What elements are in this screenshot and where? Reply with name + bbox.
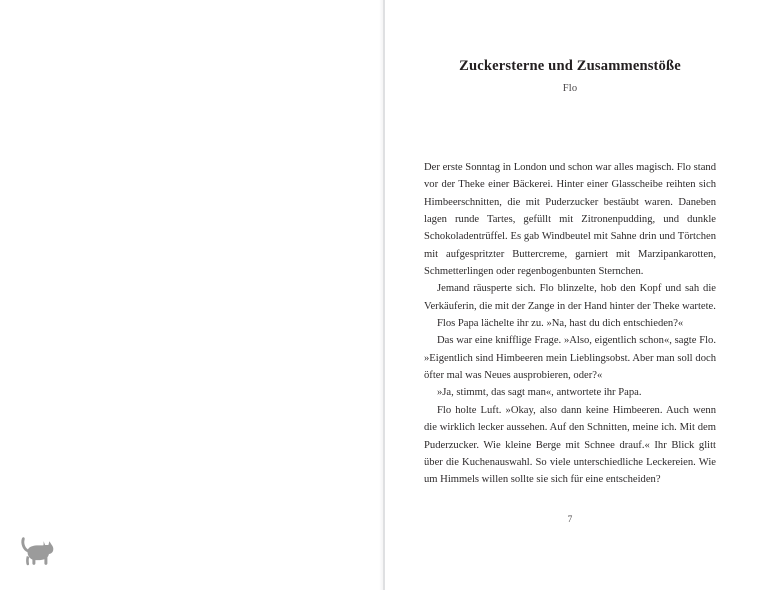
paragraph: Jemand räusperte sich. Flo blinzelte, hob den Kopf und sah die Verkäuferin, die mit der Zange in der Hand hinter der Theke wartete. — [424, 283, 716, 312]
paragraph: Der erste Sonntag in London und schon war alles magisch. Flo stand vor der Theke einer Bäckerei. Hinter einer Glasscheibe reihten sich Himbeerschnitten, die mit Puderzucker bestäubt waren. Daneben lagen runde Tartes, gefüllt mit Zitronenpudding, und dunkle Schokoladentrüffel. Es gab Windbeutel mit Sahne drin und Törtchen mit aufgespritzter Buttercreme, garniert mit Marzipankarotten, Schmetterlingen oder regenbogenbunten Sternchen. — [424, 162, 716, 278]
chapter-subtitle: Flo — [562, 83, 578, 94]
text-block — [424, 0, 716, 590]
cat-silhouette-icon — [14, 528, 60, 570]
body-copy — [424, 159, 716, 489]
paragraph: »Ja, stimmt, das sagt man«, antwortete ihr Papa. — [437, 387, 642, 399]
paragraph: Das war eine knifflige Frage. »Also, eigentlich schon«, sagte Flo. »Eigentlich sind Himbeeren mein Lieblingsobst. Aber man soll doch öfter mal was Neues ausprobieren, oder?« — [424, 335, 716, 382]
left-page — [0, 0, 383, 590]
right-page — [385, 0, 768, 590]
chapter-title: Zuckersterne und Zusammenstöße — [459, 57, 681, 74]
page-number: 7 — [567, 515, 573, 525]
paragraph: Flo holte Luft. »Okay, also dann keine Himbeeren. Auch wenn die wirklich lecker aussehen. Auf den Schnitten, meine ich. Mit dem Puderzucker. Wie kleine Berge mit Schnee drauf.« Ihr Blick glitt über die Kuchenauswahl. So viele unterschiedliche Leckereien. Wie um Himmels willen sollte sie sich für eine entscheiden? — [424, 404, 716, 486]
paragraph: Flos Papa lächelte ihr zu. »Na, hast du dich entschieden?« — [437, 318, 684, 330]
